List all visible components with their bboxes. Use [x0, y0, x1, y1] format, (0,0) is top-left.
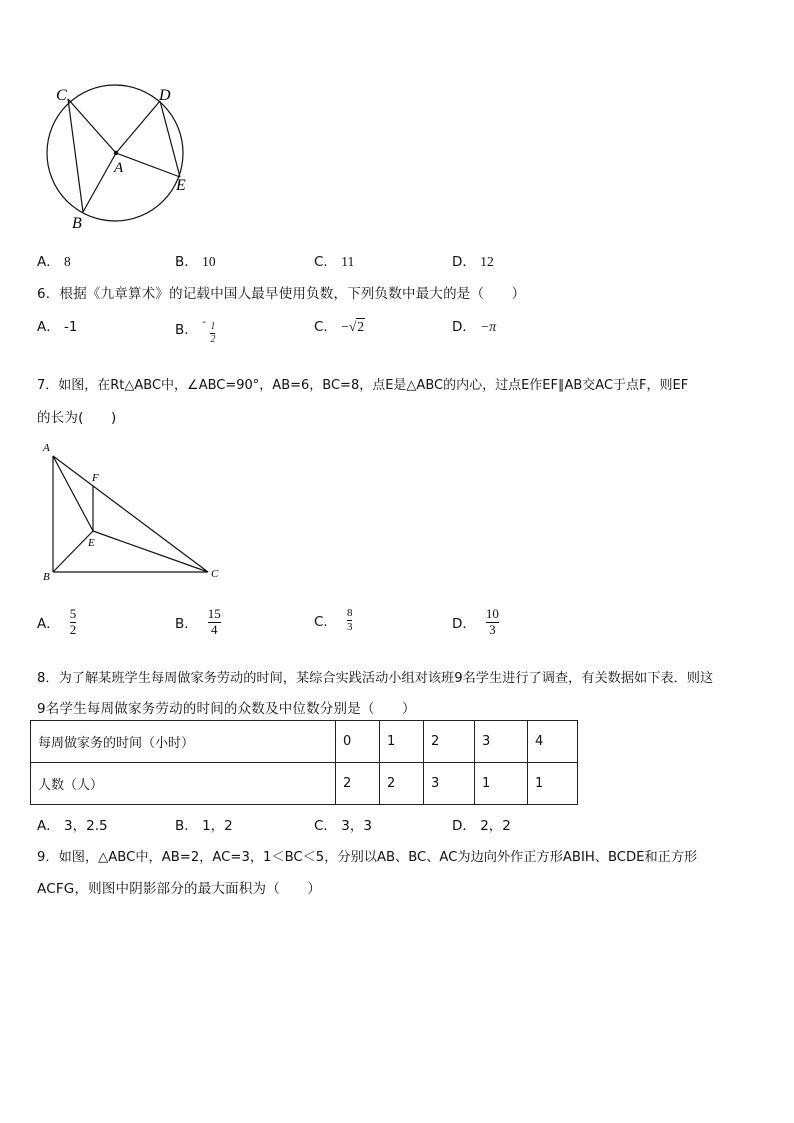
segment-ce	[93, 531, 208, 572]
table-cell: 1	[380, 721, 424, 763]
table-row	[31, 763, 578, 805]
label-f: F	[92, 472, 99, 484]
label-a: A	[114, 160, 124, 176]
segment-cb	[68, 99, 83, 212]
label-c: C	[56, 87, 67, 104]
label-b: B	[72, 215, 82, 232]
q7-option-d[interactable]: D． $\frac{10}{3}$	[452, 606, 499, 637]
q6-option-a[interactable]: A． -1	[37, 319, 78, 335]
q5-circle-figure	[38, 80, 208, 235]
segment-be	[53, 531, 93, 572]
q8-option-d[interactable]: D． 2，2	[452, 818, 511, 834]
table-cell: 1	[475, 763, 528, 805]
table-cell: 2	[336, 763, 380, 805]
q5-option-a[interactable]: A． 8	[37, 254, 71, 270]
table-cell: 0	[336, 721, 380, 763]
radical-sign: √	[348, 319, 357, 334]
q8-option-b[interactable]: B． 1，2	[175, 818, 233, 834]
fraction: $\frac{15}{4}$	[207, 606, 221, 637]
label-e: E	[88, 537, 95, 549]
q7-stem-line2: 的长为( )	[37, 410, 117, 426]
label-d: D	[159, 87, 171, 104]
q8-option-a[interactable]: A． 3，2.5	[37, 818, 108, 834]
label-b: B	[43, 571, 50, 583]
minus-sign: -	[202, 315, 207, 328]
q6-option-c[interactable]: C． −√2	[314, 319, 365, 335]
label-e: E	[176, 177, 186, 194]
table-cell: 4	[528, 721, 578, 763]
table-cell: 2	[424, 721, 475, 763]
segment-ca	[68, 99, 116, 153]
segment-ad	[116, 101, 160, 153]
q8-stem-line1: 8．为了解某班学生每周做家务劳动的时间，某综合实践活动小组对该班9名学生进行了调查，有关数据如下表．则这	[37, 671, 714, 686]
table-cell-header: 人数（人）	[31, 763, 336, 805]
label-a: A	[43, 442, 50, 454]
table-row	[31, 721, 578, 763]
q5-option-d[interactable]: D． 12	[452, 254, 494, 270]
segment-ae	[116, 153, 180, 177]
segment-ae	[53, 456, 93, 531]
q7-option-c[interactable]: C． $\frac{8}{3}$	[314, 607, 353, 633]
q5-option-b[interactable]: B． 10	[175, 254, 216, 270]
q7-option-a[interactable]: A． $\frac{5}{2}$	[37, 606, 77, 637]
q6-stem: 6．根据《九章算术》的记载中国人最早使用负数，下列负数中最大的是（ ）	[37, 286, 526, 302]
q6-option-d[interactable]: D． −π	[452, 319, 497, 335]
table-cell-header: 每周做家务的时间（小时）	[31, 721, 336, 763]
q9-stem-line2: ACFG，则图中阴影部分的最大面积为（ ）	[37, 881, 322, 897]
q8-stem-line2: 9名学生每周做家务劳动的时间的众数及中位数分别是（ ）	[37, 701, 416, 717]
q6-option-b[interactable]: B． - $\frac{1}{2}$	[175, 315, 216, 345]
table-cell: 3	[424, 763, 475, 805]
fraction: $\frac{5}{2}$	[69, 606, 77, 637]
table-cell: 2	[380, 763, 424, 805]
fraction-one-half: $\frac{1}{2}$	[210, 321, 216, 345]
q8-option-c[interactable]: C． 3，3	[314, 818, 372, 834]
center-point	[114, 151, 118, 155]
q5-option-c[interactable]: C． 11	[314, 254, 355, 270]
q9-stem-line1: 9．如图，△ABC中，AB=2，AC=3，1＜BC＜5，分别以AB、BC、AC为边向外作正方形ABIH、BCDE和正方形	[37, 850, 698, 865]
fraction: $\frac{10}{3}$	[485, 606, 499, 637]
segment-ab	[83, 153, 116, 212]
q7-option-b[interactable]: B． $\frac{15}{4}$	[175, 606, 221, 637]
fraction: $\frac{8}{3}$	[346, 607, 353, 633]
q8-data-table	[30, 720, 578, 805]
label-c: C	[211, 568, 219, 580]
table-cell: 1	[528, 763, 578, 805]
table-cell: 3	[475, 721, 528, 763]
q7-triangle-figure	[38, 440, 228, 585]
q7-stem-line1: 7．如图，在Rt△ABC中，∠ABC=90°，AB=6，BC=8，点E是△ABC的内心，过点E作EF∥AB交AC于点F，则EF	[37, 378, 689, 393]
side-ac	[53, 456, 208, 572]
